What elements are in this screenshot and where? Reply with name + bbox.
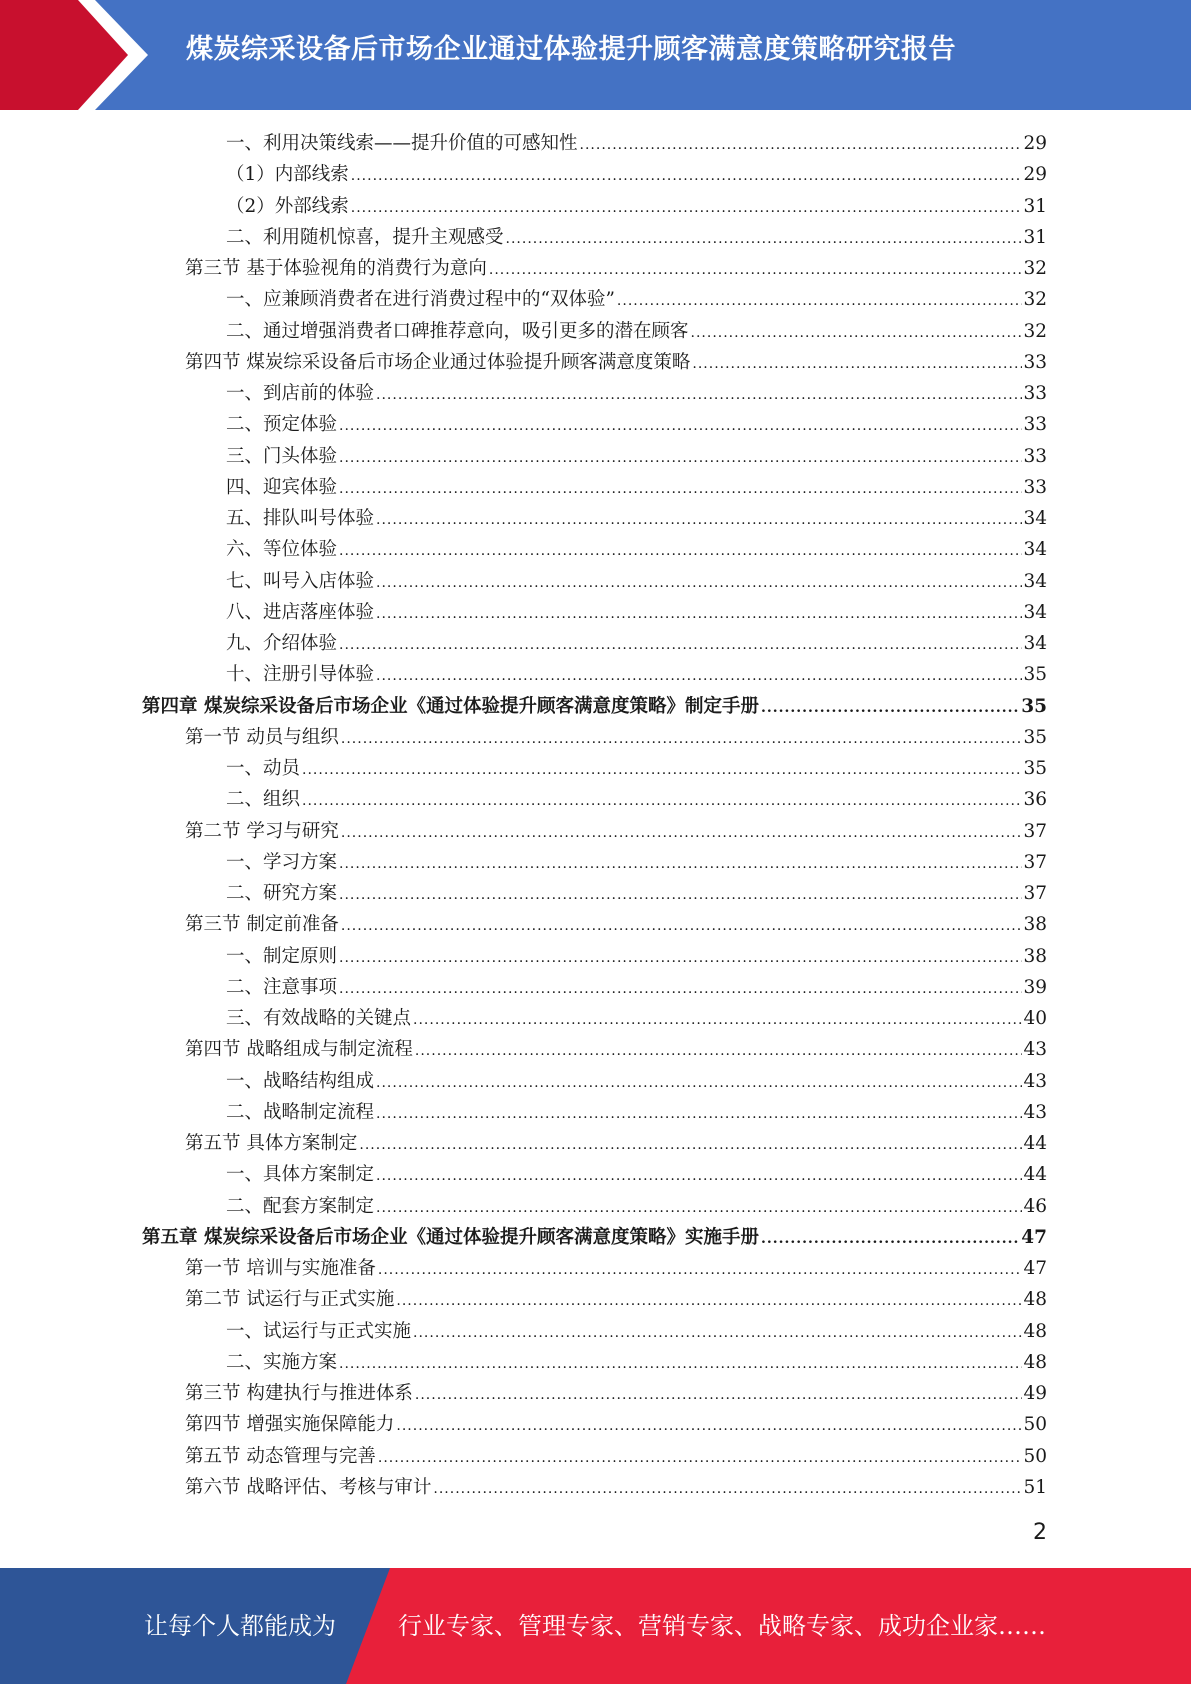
- toc-chapter-entry[interactable]: [142, 691, 1047, 722]
- toc-entry-page: 36: [1023, 789, 1047, 811]
- toc-entry-page: 33: [1023, 383, 1047, 404]
- toc-subsection-entry[interactable]: [226, 941, 1047, 972]
- toc-dot-leader: [692, 349, 1022, 380]
- toc-dot-leader: [376, 599, 1022, 630]
- toc-entry-label: 一、应兼顾消费者在进行消费过程中的“双体验”: [226, 289, 615, 311]
- toc-section-entry[interactable]: [185, 1128, 1047, 1159]
- toc-entry-label: 第四章 煤炭综采设备后市场企业《通过体验提升顾客满意度策略》制定手册: [142, 695, 759, 717]
- toc-dot-leader: [415, 1380, 1023, 1411]
- toc-subsection-entry[interactable]: [226, 1003, 1047, 1034]
- toc-entry-label: 第二节 试运行与正式实施: [185, 1289, 395, 1311]
- toc-dot-leader: [341, 724, 1023, 755]
- toc-dot-leader: [376, 568, 1022, 599]
- toc-dot-leader: [339, 1349, 1022, 1380]
- toc-entry-page: 49: [1023, 1383, 1047, 1404]
- toc-dot-leader: [376, 1161, 1022, 1192]
- toc-dot-leader: [378, 1255, 1023, 1286]
- toc-dot-leader: [691, 318, 1023, 349]
- toc-subsection-entry[interactable]: [226, 628, 1047, 659]
- toc-dot-leader: [761, 1224, 1020, 1255]
- toc-entry-page: 47: [1021, 1226, 1047, 1248]
- toc-subsection-entry[interactable]: [226, 1066, 1047, 1097]
- toc-entry-label: 二、研究方案: [226, 883, 338, 904]
- toc-entry-page: 31: [1023, 226, 1047, 248]
- page-footer: [0, 1568, 1191, 1684]
- toc-section-entry[interactable]: [185, 816, 1047, 847]
- toc-dot-leader: [396, 1286, 1022, 1317]
- toc-entry-label: 二、配套方案制定: [226, 1195, 375, 1217]
- red-chevron-icon: [0, 0, 150, 110]
- toc-dot-leader: [341, 818, 1023, 849]
- toc-subsection-entry[interactable]: [226, 284, 1047, 315]
- toc-dot-leader: [351, 161, 1023, 192]
- toc-entry-page: 34: [1023, 633, 1047, 654]
- toc-entry-label: 二、利用随机惊喜，提升主观感受: [226, 226, 504, 248]
- toc-entry-page: 38: [1023, 914, 1047, 936]
- toc-entry-page: 29: [1023, 133, 1047, 154]
- toc-subsection-entry[interactable]: [226, 659, 1047, 690]
- toc-entry-page: 33: [1023, 414, 1047, 436]
- toc-entry-label: （2）外部线索: [226, 195, 349, 217]
- toc-entry-label: （1）内部线索: [226, 164, 349, 186]
- toc-entry-page: 32: [1023, 258, 1047, 279]
- toc-dot-leader: [761, 693, 1020, 724]
- toc-entry-label: 九、介绍体验: [226, 633, 338, 654]
- toc-dot-leader: [489, 255, 1023, 286]
- toc-entry-page: 32: [1023, 320, 1047, 342]
- toc-subsection-entry[interactable]: [226, 159, 1047, 190]
- toc-subsection-entry[interactable]: [226, 472, 1047, 503]
- toc-entry-page: 32: [1023, 289, 1047, 311]
- toc-section-entry[interactable]: [185, 1409, 1047, 1440]
- toc-dot-leader: [506, 224, 1023, 255]
- toc-entry-page: 33: [1023, 351, 1047, 373]
- toc-entry-label: 一、利用决策线索——提升价值的可感知性: [226, 133, 578, 154]
- toc-entry-page: 43: [1023, 1039, 1047, 1061]
- toc-entry-page: 43: [1023, 1070, 1047, 1092]
- toc-entry-page: 48: [1023, 1351, 1047, 1373]
- toc-subsection-entry[interactable]: [226, 847, 1047, 878]
- toc-entry-page: 50: [1023, 1414, 1047, 1436]
- toc-subsection-entry[interactable]: [226, 378, 1047, 409]
- toc-dot-leader: [376, 1099, 1022, 1130]
- toc-subsection-entry[interactable]: [226, 1159, 1047, 1190]
- toc-entry-label: 一、动员: [226, 758, 301, 779]
- toc-subsection-entry[interactable]: [226, 597, 1047, 628]
- toc-entry-label: 四、迎宾体验: [226, 476, 338, 498]
- toc-subsection-entry[interactable]: [226, 784, 1047, 815]
- toc-subsection-entry[interactable]: [226, 441, 1047, 472]
- toc-entry-label: 第四节 煤炭综采设备后市场企业通过体验提升顾客满意度策略: [185, 351, 691, 373]
- toc-entry-page: 44: [1023, 1133, 1047, 1154]
- toc-entry-page: 40: [1023, 1008, 1047, 1029]
- toc-entry-page: 35: [1023, 758, 1047, 779]
- toc-section-entry[interactable]: [185, 909, 1047, 940]
- toc-entry-label: 七、叫号入店体验: [226, 570, 375, 592]
- toc-section-entry[interactable]: [185, 1378, 1047, 1409]
- toc-dot-leader: [339, 630, 1022, 661]
- toc-entry-page: 48: [1023, 1289, 1047, 1311]
- toc-dot-leader: [376, 1193, 1022, 1224]
- toc-entry-label: 二、注意事项: [226, 976, 338, 998]
- toc-dot-leader: [339, 536, 1022, 567]
- toc-subsection-entry[interactable]: [226, 1347, 1047, 1378]
- toc-entry-label: 二、预定体验: [226, 414, 338, 436]
- toc-dot-leader: [376, 661, 1022, 692]
- toc-subsection-entry[interactable]: [226, 566, 1047, 597]
- toc-dot-leader: [413, 1318, 1022, 1349]
- toc-dot-leader: [376, 1068, 1022, 1099]
- report-title: 煤炭综采设备后市场企业通过体验提升顾客满意度策略研究报告: [186, 34, 956, 65]
- toc-section-entry[interactable]: [185, 1253, 1047, 1284]
- toc-entry-label: 第六节 战略评估、考核与审计: [185, 1476, 432, 1498]
- toc-entry-label: 第三节 构建执行与推进体系: [185, 1383, 413, 1404]
- toc-dot-leader: [302, 755, 1022, 786]
- toc-entry-label: 第五节 具体方案制定: [185, 1133, 358, 1154]
- toc-subsection-entry[interactable]: [226, 1316, 1047, 1347]
- toc-dot-leader: [580, 130, 1023, 161]
- toc-entry-page: 38: [1023, 945, 1047, 967]
- toc-dot-leader: [378, 1443, 1023, 1474]
- toc-entry-page: 43: [1023, 1101, 1047, 1123]
- toc-subsection-entry[interactable]: [226, 972, 1047, 1003]
- toc-dot-leader: [376, 505, 1022, 536]
- toc-entry-label: 第四节 增强实施保障能力: [185, 1414, 395, 1436]
- toc-entry-label: 第二节 学习与研究: [185, 820, 339, 842]
- toc-dot-leader: [341, 911, 1023, 942]
- toc-subsection-entry[interactable]: [226, 316, 1047, 347]
- toc-entry-label: 第四节 战略组成与制定流程: [185, 1039, 413, 1061]
- toc-dot-leader: [376, 380, 1022, 411]
- footer-slogan-left: 让每个人都能成为: [144, 1612, 336, 1640]
- toc-dot-leader: [302, 786, 1022, 817]
- toc-dot-leader: [339, 880, 1022, 911]
- toc-section-entry[interactable]: [185, 1034, 1047, 1065]
- toc-dot-leader: [359, 1130, 1022, 1161]
- toc-subsection-entry[interactable]: [226, 1097, 1047, 1128]
- toc-entry-page: 50: [1023, 1445, 1047, 1467]
- toc-entry-label: 一、具体方案制定: [226, 1164, 375, 1186]
- toc-entry-page: 31: [1023, 195, 1047, 217]
- toc-entry-page: 34: [1023, 508, 1047, 529]
- toc-dot-leader: [433, 1474, 1022, 1505]
- toc-entry-page: 46: [1023, 1195, 1047, 1217]
- toc-entry-label: 第三节 基于体验视角的消费行为意向: [185, 258, 487, 279]
- toc-entry-label: 一、到店前的体验: [226, 383, 375, 404]
- toc-dot-leader: [351, 193, 1023, 224]
- toc-section-entry[interactable]: [185, 253, 1047, 284]
- toc-entry-page: 35: [1023, 726, 1047, 748]
- toc-subsection-entry[interactable]: [226, 409, 1047, 440]
- toc-dot-leader: [339, 411, 1022, 442]
- toc-dot-leader: [339, 849, 1022, 880]
- toc-entry-page: 29: [1023, 164, 1047, 186]
- toc-subsection-entry[interactable]: [226, 534, 1047, 565]
- toc-entry-page: 33: [1023, 476, 1047, 498]
- toc-entry-page: 35: [1023, 664, 1047, 686]
- toc-entry-label: 一、战略结构组成: [226, 1070, 375, 1092]
- toc-chapter-entry[interactable]: [142, 1222, 1047, 1253]
- toc-entry-label: 第五章 煤炭综采设备后市场企业《通过体验提升顾客满意度策略》实施手册: [142, 1226, 759, 1248]
- toc-entry-page: 51: [1023, 1476, 1047, 1498]
- toc-entry-label: 三、有效战略的关键点: [226, 1008, 412, 1029]
- toc-dot-leader: [339, 443, 1022, 474]
- page-header: [0, 0, 1191, 110]
- page-number: 2: [1033, 1520, 1047, 1545]
- toc-entry-page: 44: [1023, 1164, 1047, 1186]
- toc-dot-leader: [413, 1005, 1022, 1036]
- toc-entry-page: 34: [1023, 570, 1047, 592]
- toc-entry-page: 39: [1023, 976, 1047, 998]
- toc-entry-page: 33: [1023, 445, 1047, 467]
- toc-entry-page: 47: [1023, 1258, 1047, 1279]
- toc-dot-leader: [617, 286, 1023, 317]
- toc-entry-label: 二、通过增强消费者口碑推荐意向，吸引更多的潜在顾客: [226, 320, 689, 342]
- toc-entry-label: 一、学习方案: [226, 851, 338, 873]
- toc-entry-page: 37: [1023, 851, 1047, 873]
- toc-entry-label: 第一节 培训与实施准备: [185, 1258, 376, 1279]
- toc-entry-label: 一、制定原则: [226, 945, 338, 967]
- toc-entry-label: 二、实施方案: [226, 1351, 338, 1373]
- toc-entry-page: 37: [1023, 883, 1047, 904]
- toc-entry-page: 37: [1023, 820, 1047, 842]
- toc-dot-leader: [339, 974, 1022, 1005]
- toc-section-entry[interactable]: [185, 722, 1047, 753]
- toc-section-entry[interactable]: [185, 1441, 1047, 1472]
- toc-entry-page: 48: [1023, 1320, 1047, 1342]
- toc-dot-leader: [339, 943, 1022, 974]
- toc-entry-label: 第三节 制定前准备: [185, 914, 339, 936]
- toc-entry-page: 34: [1023, 601, 1047, 623]
- toc-section-entry[interactable]: [185, 1284, 1047, 1315]
- toc-entry-page: 34: [1023, 539, 1047, 561]
- toc-entry-label: 八、进店落座体验: [226, 601, 375, 623]
- toc-entry-label: 二、战略制定流程: [226, 1101, 375, 1123]
- toc-section-entry[interactable]: [185, 1472, 1047, 1503]
- toc-subsection-entry[interactable]: [226, 128, 1047, 159]
- toc-section-entry[interactable]: [185, 347, 1047, 378]
- footer-slogan-right: 行业专家、管理专家、营销专家、战略专家、成功企业家……: [398, 1612, 1046, 1640]
- toc-subsection-entry[interactable]: [226, 1191, 1047, 1222]
- toc-subsection-entry[interactable]: [226, 191, 1047, 222]
- toc-subsection-entry[interactable]: [226, 503, 1047, 534]
- toc-dot-leader: [415, 1036, 1023, 1067]
- toc-dot-leader: [396, 1411, 1022, 1442]
- toc-entry-label: 六、等位体验: [226, 539, 338, 561]
- toc-subsection-entry[interactable]: [226, 222, 1047, 253]
- toc-subsection-entry[interactable]: [226, 878, 1047, 909]
- toc-entry-label: 五、排队叫号体验: [226, 508, 375, 529]
- toc-entry-label: 第一节 动员与组织: [185, 726, 339, 748]
- toc-subsection-entry[interactable]: [226, 753, 1047, 784]
- toc-entry-label: 第五节 动态管理与完善: [185, 1445, 376, 1467]
- toc-entry-label: 十、注册引导体验: [226, 664, 375, 686]
- toc-entry-label: 二、组织: [226, 789, 301, 811]
- toc-entry-label: 三、门头体验: [226, 445, 338, 467]
- toc-entry-label: 一、试运行与正式实施: [226, 1320, 412, 1342]
- toc-entry-page: 35: [1021, 695, 1047, 717]
- toc-dot-leader: [339, 474, 1022, 505]
